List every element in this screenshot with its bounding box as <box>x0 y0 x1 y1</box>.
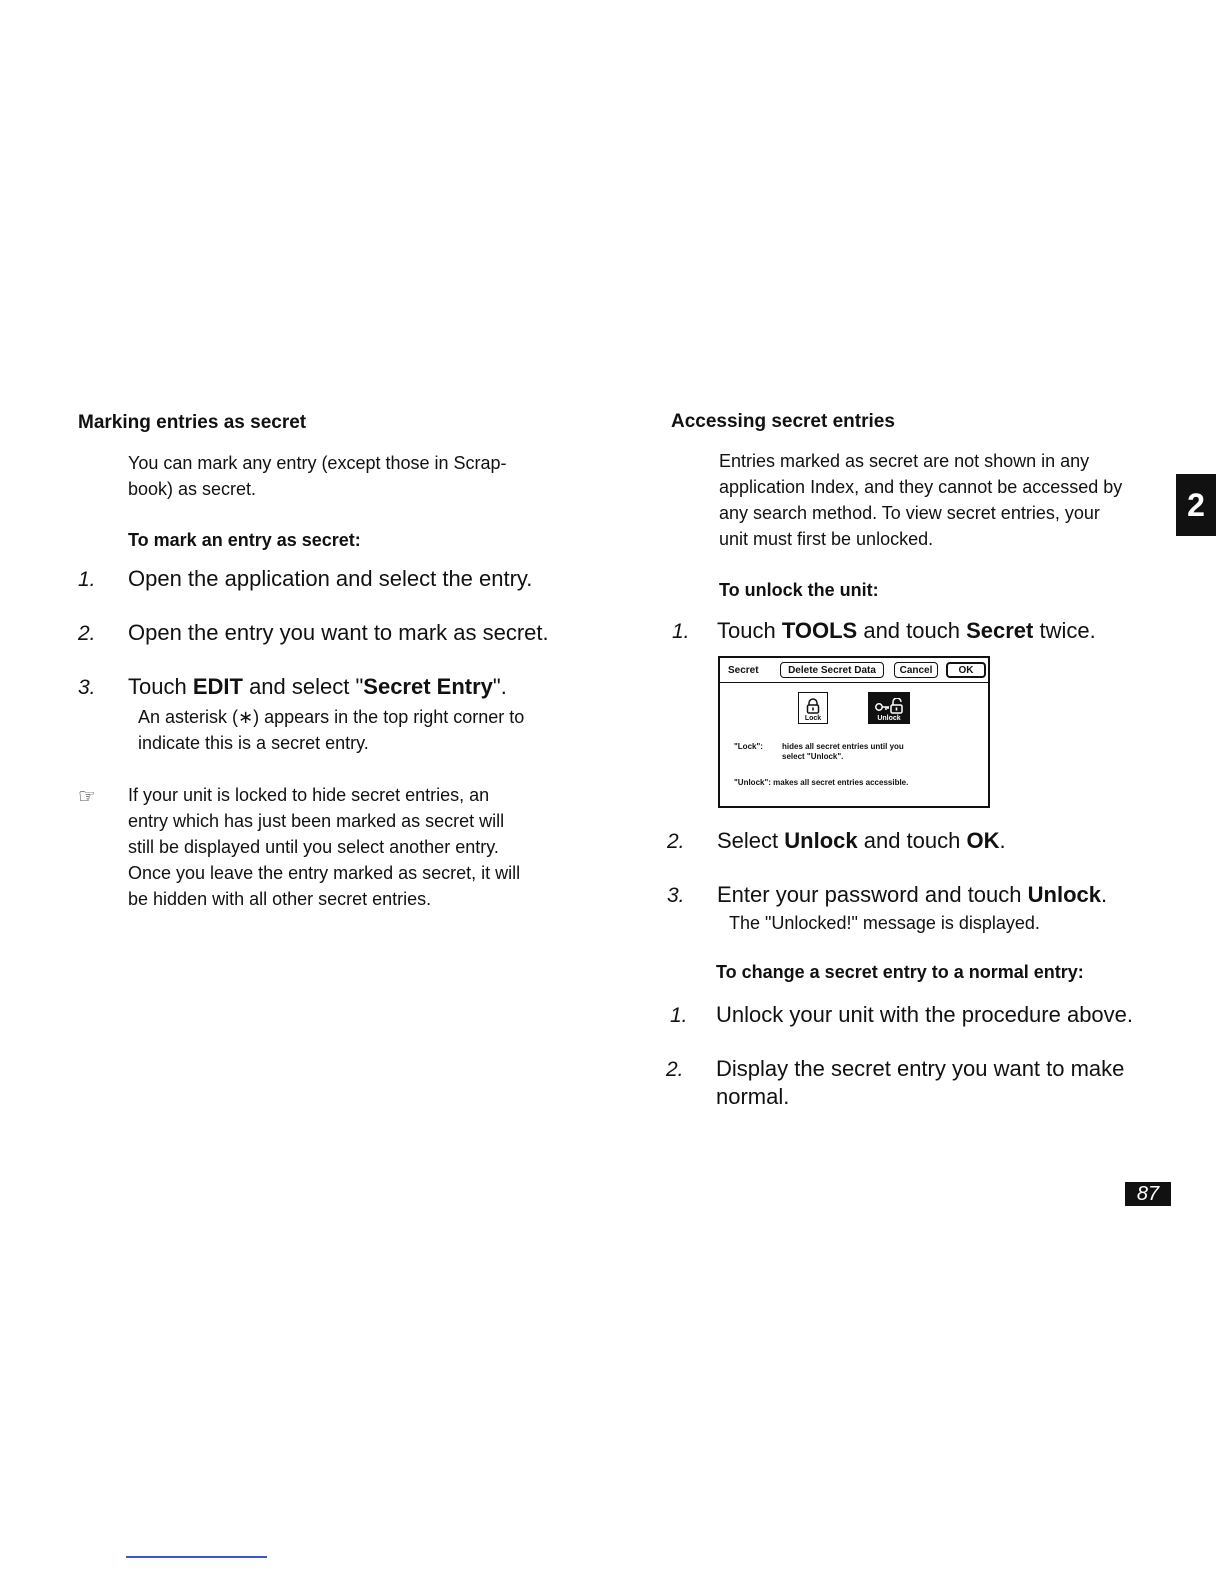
unlock-label: Unlock <box>784 828 858 853</box>
step-text-line1: Display the secret entry you want to make <box>716 1056 1125 1081</box>
step3-result: The "Unlocked!" message is displayed. <box>729 913 1040 933</box>
text-span: and touch <box>857 618 967 643</box>
text-span: ". <box>492 674 507 699</box>
footer-rule <box>126 1556 267 1558</box>
note-line: Once you leave the entry marked as secret, it will <box>128 863 521 883</box>
subheading-unlock-unit: To unlock the unit: <box>719 580 879 600</box>
subheading-change-secret: To change a secret entry to a normal entry: <box>716 962 1084 982</box>
unlock-description: "Unlock": makes all secret entries accessible. <box>734 778 909 787</box>
edit-label: EDIT <box>192 674 243 699</box>
accessing-intro-line: any search method. To view secret entries, your <box>719 503 1100 523</box>
step-number: 1. <box>672 620 690 643</box>
note-line: be hidden with all other secret entries. <box>128 889 432 909</box>
key-unlock-icon <box>874 698 904 714</box>
marking-intro-line2: book) as secret. <box>128 479 257 499</box>
step-text-password <box>717 880 1107 910</box>
dialog-title: Secret <box>728 665 759 676</box>
step3-detail-line1: An asterisk (∗) appears in the top right corner to <box>138 707 525 727</box>
step-text-edit <box>128 672 507 702</box>
step-text: Unlock your unit with the procedure above. <box>716 1002 1134 1027</box>
ok-label: OK <box>966 828 1000 853</box>
text-span: Touch <box>717 618 782 643</box>
lock-option <box>798 692 828 724</box>
secret-label: Secret <box>966 618 1034 643</box>
note-line: still be displayed until you select another entry. <box>128 837 499 857</box>
lock-description-line1: hides all secret entries until you <box>782 742 904 751</box>
unlock-option <box>868 692 910 724</box>
unlock-label: Unlock <box>877 715 901 722</box>
lock-icon <box>805 698 821 714</box>
cancel-button: Cancel <box>894 662 938 678</box>
step-text-line2: normal. <box>716 1084 790 1109</box>
text-span: Enter your password and touch <box>717 882 1028 907</box>
secret-entry-label: Secret Entry <box>363 674 493 699</box>
accessing-intro-line: unit must first be unlocked. <box>719 529 934 549</box>
pointing-hand-icon: ☞ <box>78 786 96 808</box>
lock-description-line2: select "Unlock". <box>782 752 844 761</box>
note-line: entry which has just been marked as secret will <box>128 811 505 831</box>
text-span: and select " <box>242 674 364 699</box>
ok-button: OK <box>946 662 986 678</box>
text-span: . <box>1100 882 1108 907</box>
step-text-tools <box>717 616 1096 646</box>
step-number: 3. <box>667 884 685 907</box>
section-heading-marking: Marking entries as secret <box>78 412 307 433</box>
secret-dialog-illustration <box>718 656 990 808</box>
step-text: Open the entry you want to mark as secret. <box>128 620 549 645</box>
step-text-select-unlock <box>717 826 1006 856</box>
step-number: 1. <box>670 1004 688 1027</box>
lock-description-key: "Lock": <box>734 742 763 751</box>
note-line: If your unit is locked to hide secret entries, an <box>128 785 490 805</box>
tools-label: TOOLS <box>781 618 858 643</box>
text-span: . <box>999 828 1006 853</box>
text-span: and touch <box>857 828 967 853</box>
step-number: 2. <box>666 1058 684 1081</box>
subheading-mark-secret: To mark an entry as secret: <box>128 530 361 550</box>
lock-label: Lock <box>804 715 822 722</box>
unlock-label: Unlock <box>1027 882 1101 907</box>
accessing-intro-line: Entries marked as secret are not shown in any <box>719 451 1090 471</box>
dialog-divider <box>720 682 988 683</box>
text-span: twice. <box>1033 618 1096 643</box>
section-heading-accessing: Accessing secret entries <box>671 411 895 432</box>
text-span: Select <box>717 828 785 853</box>
step-number: 1. <box>78 568 96 591</box>
step-number: 3. <box>78 676 96 699</box>
accessing-intro-line: application Index, and they cannot be accessed by <box>719 477 1123 497</box>
marking-intro-line1: You can mark any entry (except those in Scrap- <box>128 453 507 473</box>
step-number: 2. <box>78 622 96 645</box>
step-text: Open the application and select the entry. <box>128 566 533 591</box>
text-span: Touch <box>128 674 193 699</box>
page-number: 87 <box>1125 1182 1171 1206</box>
step-number: 2. <box>667 830 685 853</box>
step3-detail-line2: indicate this is a secret entry. <box>138 733 369 753</box>
delete-secret-data-button: Delete Secret Data <box>780 662 884 678</box>
chapter-tab: 2 <box>1176 474 1216 536</box>
